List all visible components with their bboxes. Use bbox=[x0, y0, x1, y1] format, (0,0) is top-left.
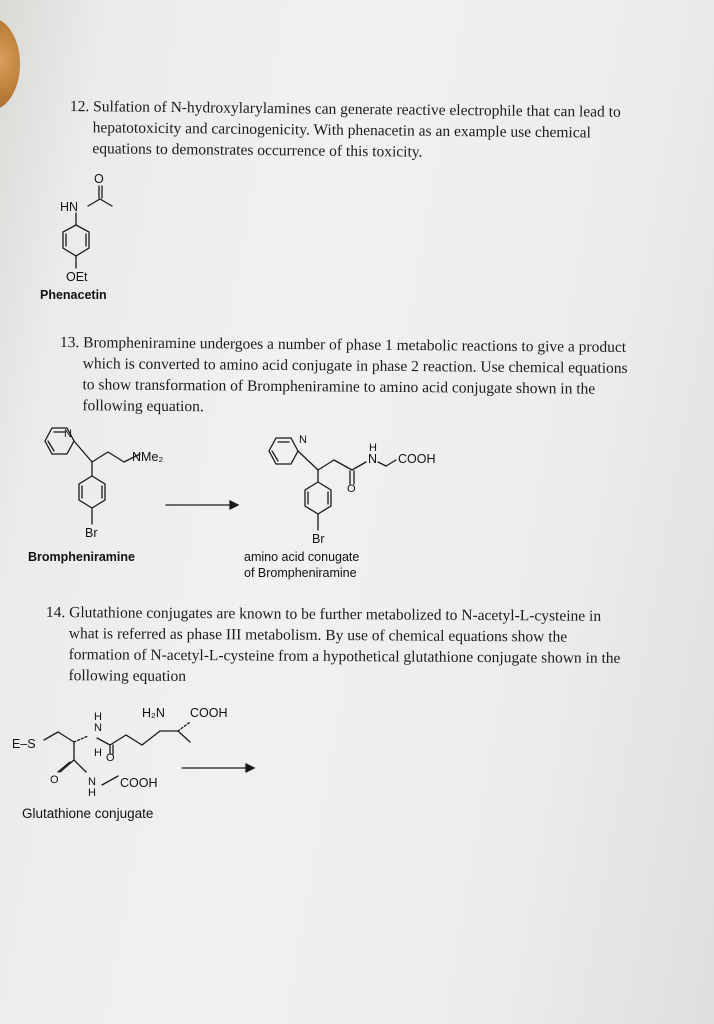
glutathione-atom-COOH-bot: COOH bbox=[120, 776, 158, 790]
product-atom-H: H bbox=[369, 442, 377, 454]
q13-line-2: which is converted to amino acid conjugate in phase 2 reaction. Use chemical equations bbox=[82, 355, 628, 377]
q13-line-3: to show transformation of Brompheniramine to amino acid conjugate shown in the bbox=[82, 376, 596, 398]
glutathione-bonds bbox=[44, 722, 190, 785]
glutathione-atom-O-mid: O bbox=[106, 752, 115, 764]
q13-line-1: 13. Brompheniramine undergoes a number of phase 1 metabolic reactions to give a product bbox=[59, 333, 627, 356]
glutathione-atom-N-top: N bbox=[94, 722, 102, 734]
q14-line-3: formation of N-acetyl-L-cysteine from a hypothetical glutathione conjugate shown in the bbox=[68, 646, 621, 668]
glutathione-atom-H-top: H bbox=[94, 711, 102, 723]
reaction-arrow-2 bbox=[182, 764, 254, 772]
brompheniramine-atom-NMe2: NMe₂ bbox=[132, 450, 164, 464]
product-atom-COOH: COOH bbox=[398, 452, 436, 466]
q12-line-2: hepatotoxicity and carcinogenicity. With phenacetin as an example use chemical bbox=[92, 119, 591, 142]
q14-line-4: following equation bbox=[68, 667, 187, 685]
glutathione-atom-O-left: O bbox=[50, 774, 59, 786]
brompheniramine-atom-Br: Br bbox=[85, 526, 98, 540]
phenacetin-name: Phenacetin bbox=[40, 288, 107, 302]
q13-line-4: following equation. bbox=[82, 397, 204, 416]
q12-line-3: equations to demonstrates occurrence of this toxicity. bbox=[92, 140, 423, 161]
glutathione-atom-N-bot: N bbox=[88, 776, 96, 788]
glutathione-atom-H-bot: H bbox=[88, 787, 96, 799]
brompheniramine-atom-N: N bbox=[64, 428, 72, 440]
glutathione-atom-ES: E–S bbox=[12, 737, 36, 751]
brompheniramine-name: Brompheniramine bbox=[28, 550, 135, 564]
phenacetin-bonds bbox=[63, 186, 112, 268]
product-atom-O: O bbox=[347, 483, 356, 495]
product-atom-N-ring: N bbox=[299, 434, 307, 446]
q14-line-2: what is referred as phase III metabolism. By use of chemical equations show the bbox=[68, 625, 568, 646]
glutathione-atom-COOH-top: COOH bbox=[190, 706, 228, 720]
q14-line-1: 14. Glutathione conjugates are known to be further metabolized to N-acetyl-L-cysteine in bbox=[45, 603, 602, 625]
phenacetin-atom-O: O bbox=[94, 172, 104, 186]
glutathione-name: Glutathione conjugate bbox=[22, 806, 154, 821]
product-name-line-1: amino acid conugate bbox=[244, 550, 360, 564]
q12-line-1: 12. Sulfation of N-hydroxylarylamines can generate reactive electrophile that can lead to bbox=[69, 97, 621, 121]
product-atom-Br: Br bbox=[312, 532, 325, 546]
glutathione-atom-H-mid: H bbox=[94, 747, 102, 759]
phenacetin-atom-OEt: OEt bbox=[66, 270, 88, 284]
product-atom-N: N bbox=[368, 452, 378, 466]
reaction-arrow-1 bbox=[166, 501, 238, 509]
brompheniramine-bonds bbox=[45, 428, 140, 524]
glutathione-atom-H2N: H₂N bbox=[142, 706, 165, 720]
phenacetin-atom-HN: HN bbox=[60, 200, 79, 214]
product-name-line-2: of Brompheniramine bbox=[244, 566, 357, 580]
